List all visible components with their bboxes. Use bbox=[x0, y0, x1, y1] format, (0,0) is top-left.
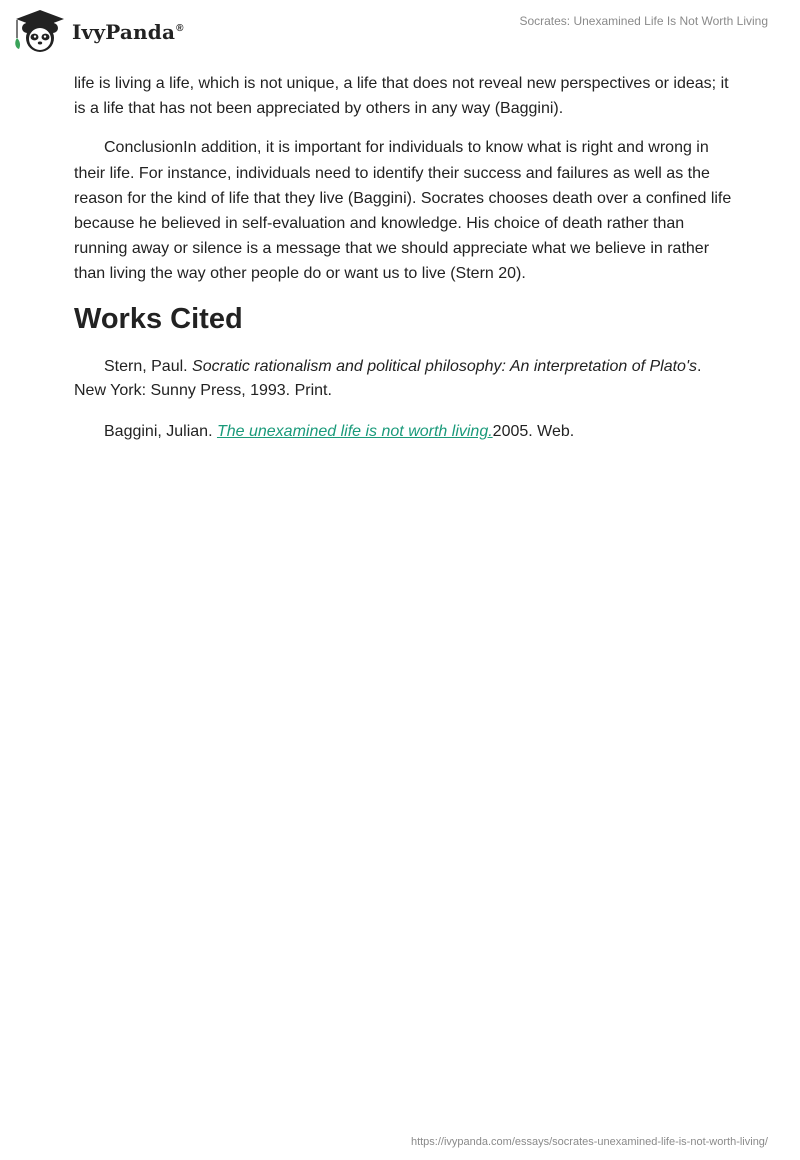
citation-author: Baggini, Julian. bbox=[104, 422, 217, 440]
body-paragraph: life is living a life, which is not unique, a life that does not reveal new perspectives or ideas; it is a life that has not been appreciated by others in any way (Baggini). bbox=[74, 75, 729, 118]
citation-entry bbox=[74, 355, 734, 403]
citation-entry bbox=[74, 420, 734, 444]
panda-graduate-icon bbox=[14, 8, 66, 56]
page-header bbox=[0, 0, 800, 64]
brand-name: IvyPanda® bbox=[72, 20, 184, 44]
body-paragraph: ConclusionIn addition, it is important for individuals to know what is right and wrong in their life. For instance, individuals need to identify their success and failures as well as the reason for the kind of life that they live (Baggini). Socrates chooses death over a confined life because he believed in self-evaluation and knowledge. His choice of death rather than running away or silence is a message that we should appreciate what we believe in rather than living the way other people do or want us to live (Stern 20). bbox=[74, 139, 732, 283]
ivypanda-logo[interactable] bbox=[14, 8, 184, 56]
citation-link[interactable]: The unexamined life is not worth living. bbox=[216, 422, 493, 440]
document-title: Socrates: Unexamined Life Is Not Worth Living bbox=[519, 14, 768, 28]
works-cited-heading: Works Cited bbox=[74, 302, 243, 335]
essay-content bbox=[74, 71, 734, 461]
citation-author: Stern, Paul. bbox=[104, 357, 193, 375]
citation-details: . New York: Sunny Press, 1993. Print. bbox=[74, 357, 702, 399]
citation-title: Socratic rationalism and political philosophy: An interpretation of Plato's bbox=[192, 357, 697, 375]
citation-details: 2005. Web. bbox=[492, 422, 575, 440]
footer-url: https://ivypanda.com/essays/socrates-unexamined-life-is-not-worth-living/ bbox=[410, 1136, 768, 1148]
